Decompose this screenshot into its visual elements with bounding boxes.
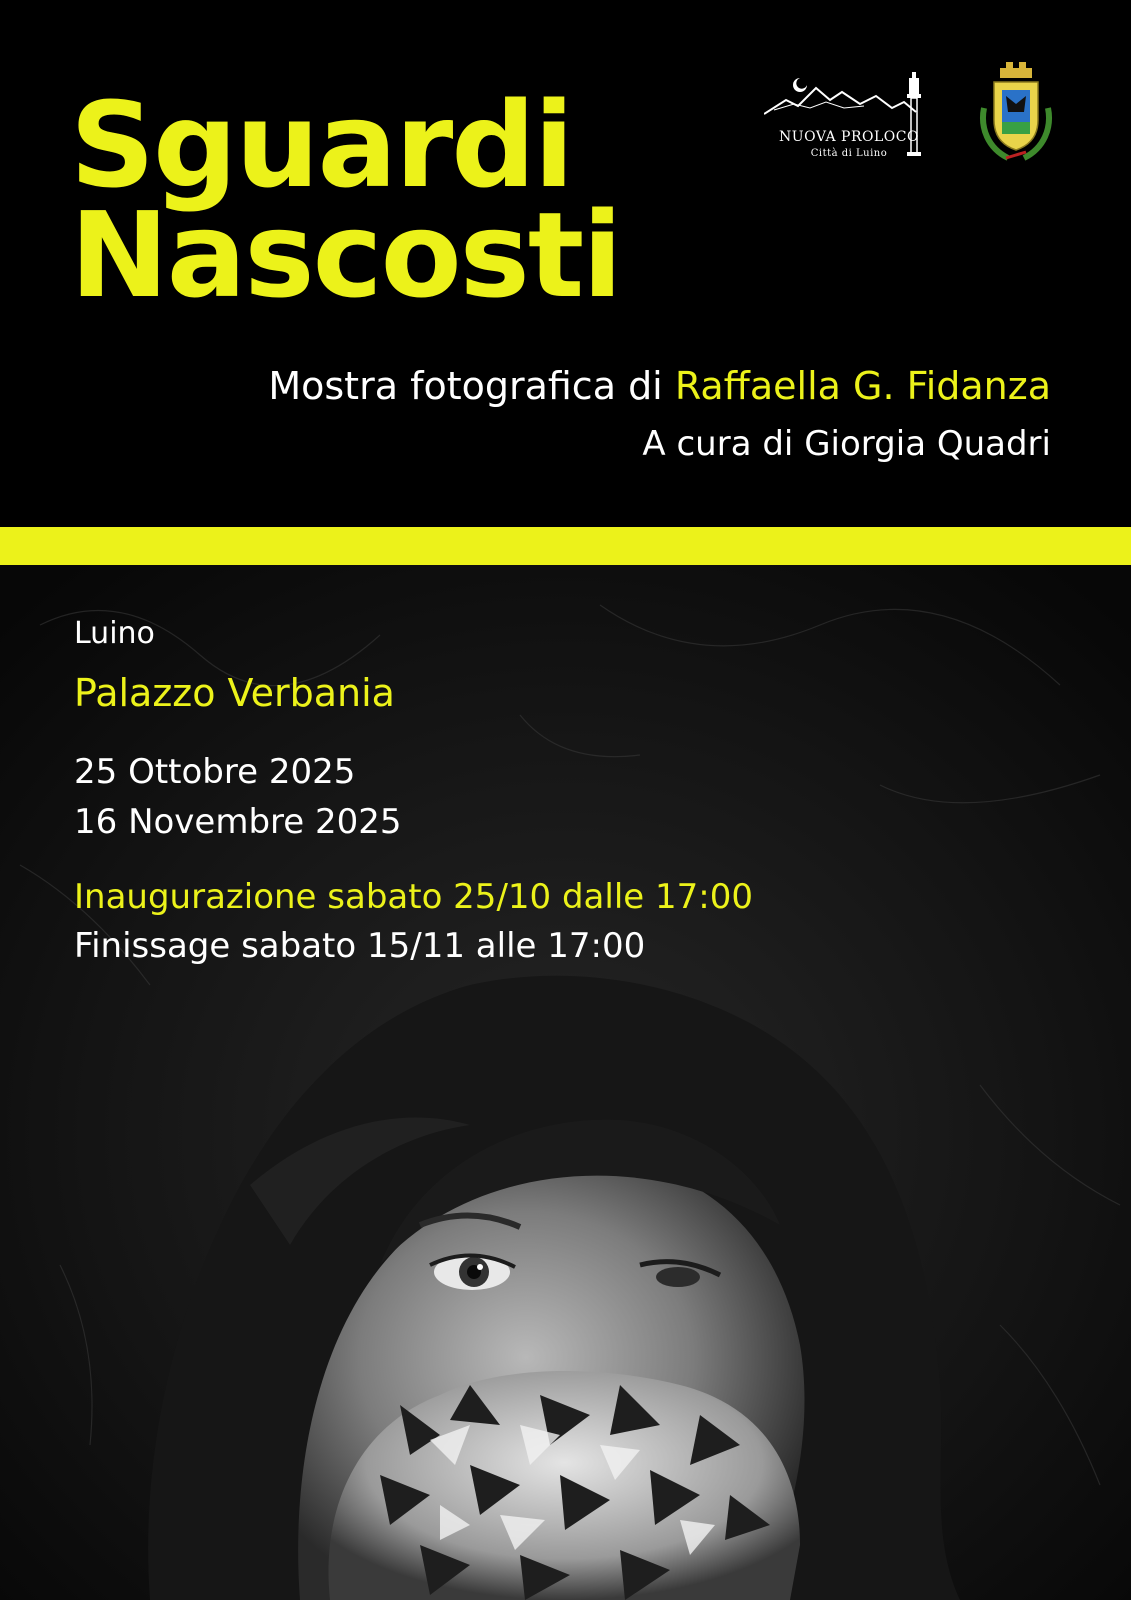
title-line-2: Nascosti [70,186,621,324]
coat-of-arms-icon [978,62,1054,164]
event-date-start: 25 Ottobre 2025 [74,752,356,792]
header-section [0,0,1131,527]
subtitle-prefix: Mostra fotografica di [268,364,675,408]
artist-name: Raffaella G. Fidanza [674,364,1051,408]
portrait-photo [0,565,1131,1600]
curator-line: A cura di Giorgia Quadri [642,424,1051,464]
yellow-divider [0,527,1131,565]
event-city: Luino [74,616,155,651]
event-date-end: 16 Novembre 2025 [74,802,402,842]
title-line-1: Sguardi [70,76,573,214]
event-venue: Palazzo Verbania [74,671,395,715]
proloco-logo [764,68,954,168]
proloco-city: Città di Luino [810,148,888,159]
event-opening: Inaugurazione sabato 25/10 dalle 17:00 [74,877,753,917]
event-finissage: Finissage sabato 15/11 alle 17:00 [74,926,646,966]
portrait-illustration [0,565,1131,1600]
exhibition-subtitle [268,364,1051,408]
proloco-name: NUOVA PROLOCO [779,129,919,145]
